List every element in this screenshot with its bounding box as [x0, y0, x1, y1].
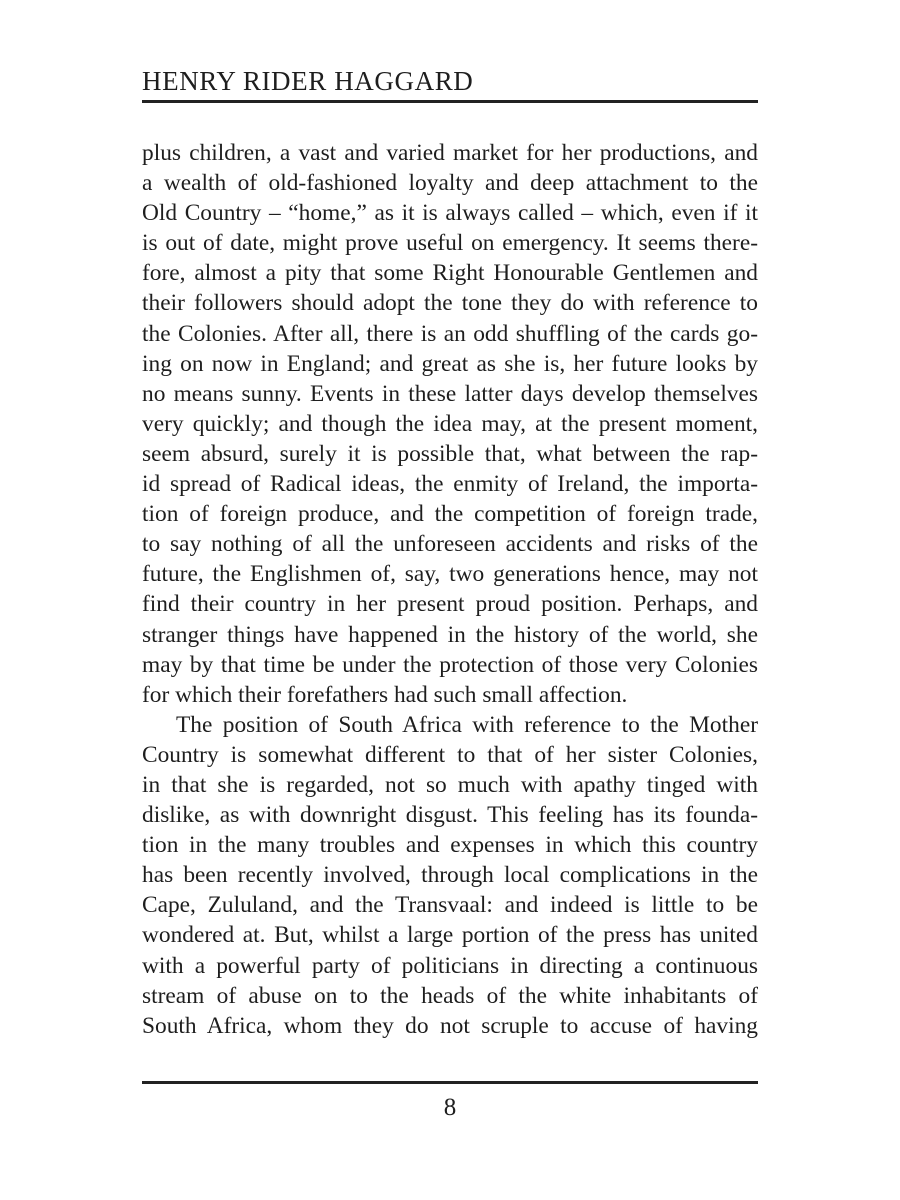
text-line: their followers should adopt the tone they do with reference to [142, 290, 758, 317]
text-line: future, the Englishmen of, say, two generations hence, may not [142, 561, 758, 588]
text-line: South Africa, whom they do not scruple to accuse of having [142, 1012, 758, 1039]
text-line: with a powerful party of politicians in directing a continuous [142, 952, 758, 979]
text-line: stream of abuse on to the heads of the white inhabitants of [142, 982, 758, 1009]
text-line: the Colonies. After all, there is an odd shuffling of the cards go- [142, 320, 758, 347]
text-line: a wealth of old-fashioned loyalty and deep attachment to the [142, 170, 758, 197]
text-line: seem absurd, surely it is possible that, what between the rap- [142, 440, 758, 467]
text-line: very quickly; and though the idea may, at the present moment, [142, 410, 758, 437]
text-line: find their country in her present proud position. Perhaps, and [142, 591, 758, 618]
text-line: stranger things have happened in the history of the world, she [142, 621, 758, 648]
text-line: Country is somewhat different to that of her sister Colonies, [142, 741, 758, 768]
text-line: tion in the many troubles and expenses in which this country [142, 832, 758, 859]
text-line: id spread of Radical ideas, the enmity of Ireland, the importa- [142, 471, 758, 498]
text-line: dislike, as with downright disgust. This feeling has its founda- [142, 802, 758, 829]
text-line: ing on now in England; and great as she is, her future looks by [142, 350, 758, 377]
text-line: plus children, a vast and varied market for her productions, and [142, 140, 758, 166]
text-line: Cape, Zululand, and the Transvaal: and indeed is little to be [142, 892, 758, 919]
text-line: The position of South Africa with reference to the Mother [176, 711, 758, 738]
text-line: wondered at. But, whilst a large portion of the press has united [142, 922, 758, 949]
text-line: Old Country – “home,” as it is always called – which, even if it [142, 200, 758, 227]
text-line: has been recently involved, through local complications in the [142, 862, 758, 889]
text-line: may by that time be under the protection of those very Colonies [142, 651, 758, 678]
text-line: tion of foreign produce, and the competition of foreign trade, [142, 501, 758, 528]
page-number: 8 [443, 1094, 457, 1121]
running-head: HENRY RIDER HAGGARD [142, 66, 474, 96]
text-line: is out of date, might prove useful on emergency. It seems there- [142, 230, 758, 257]
text-line: to say nothing of all the unforeseen accidents and risks of the [142, 531, 758, 558]
text-line: in that she is regarded, not so much with apathy tinged with [142, 771, 758, 798]
footer-rule [142, 1081, 758, 1084]
text-line: no means sunny. Events in these latter days develop themselves [142, 380, 758, 407]
text-line: for which their forefathers had such small affection. [142, 681, 628, 708]
body-text [142, 138, 758, 1041]
text-line: fore, almost a pity that some Right Honourable Gentlemen and [142, 260, 758, 287]
header-rule [142, 100, 758, 103]
